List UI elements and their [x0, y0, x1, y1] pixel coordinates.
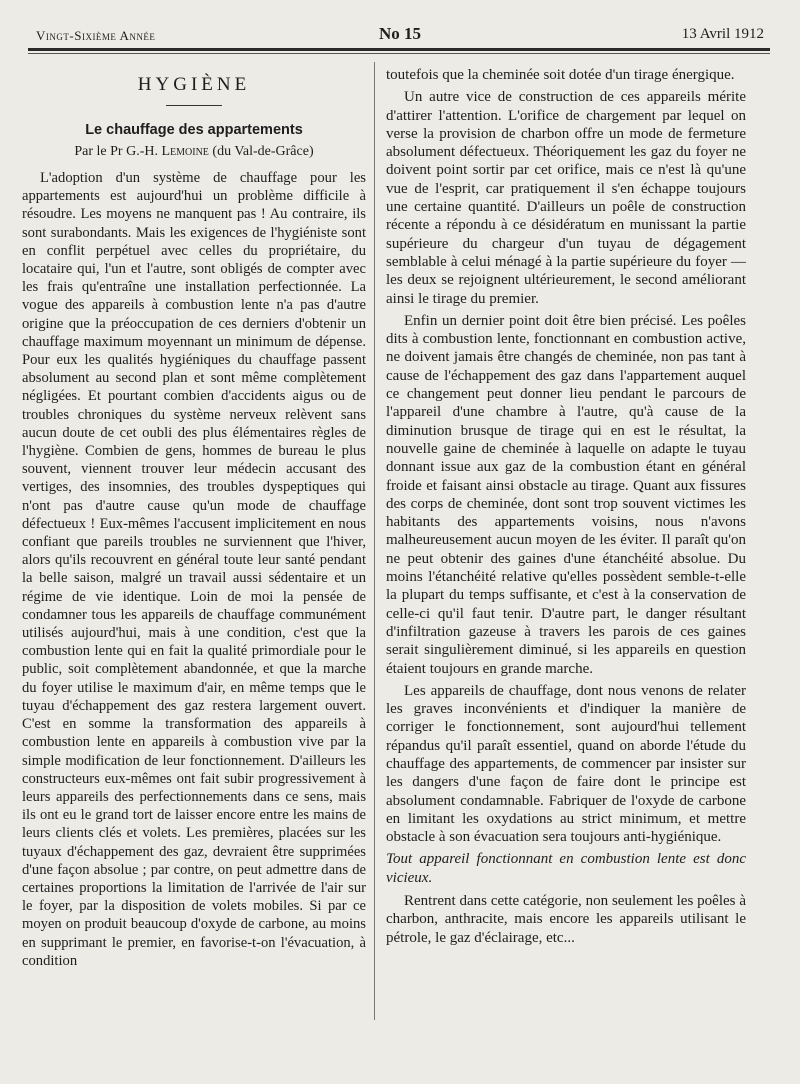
- byline-author: Lemoine: [161, 144, 209, 159]
- section-title: HYGIÈNE: [137, 74, 251, 95]
- paragraph: toutefois que la cheminée soit dotée d'un tirage énergique.: [386, 67, 735, 83]
- paragraph: Les appareils de chauffage, dont nous venons de relater les graves inconvénients et d'indiquer la manière de corriger le fonctionnement, sont aujourd'hui tellement répandus qu'il paraît essentiel, quand on aborde l'étude du chauffage des appartements, de commencer par insister sur les dangers d'une façon de faire dont le principe est absolument condamnable. Fabriquer de l'oxyde de carbone en limitant les oxydations au strict minimum, et mettre obstacle à son évacuation sera toujours anti-hygiénique.: [386, 682, 746, 846]
- page-header: [36, 24, 764, 48]
- paragraph: L'adoption d'un système de chauffage pour les appartements est aujourd'hui un problème difficile à résoudre. Les moyens ne manquent pas ! Au contraire, ils sont surabondants. Mais les exigences de l'hygiéniste sont en conflit perpétuel avec celles du propriétaire, du locataire qui, l'un et l'autre, sont obligés de compter avec les frais qu'entraîne une installation perfectionnée. La vogue des appareils à combustion lente n'a pas d'autre origine que la préoccupation de ces derniers d'obtenir un chauffage maximum moyennant un minimum de dépense. Pour eux les qualités hygiéniques du chauffage passent absolument au second plan et sont même complètement négligées. Et pourtant combien d'accidents aigus ou de troubles chroniques du système nerveux relèvent sans aucun doute de cet oubli des plus élémentaires règles de l'hygiène. Combien de gens, hommes de bureau le plus souvent, viennent trouver leur médecin accusant des vertiges, des insomnies, des troubles dyspeptiques qui n'ont pas d'autre cause qu'un mode de chauffage défectueux ! Eux-mêmes l'accusent implicitement en nous confiant que pareils troubles ne surviennent que l'hiver, alors qu'ils recouvrent en général toute leur santé pendant la belle saison, malgré un travail aussi sédentaire et un régime de vie identique. Loin de moi la pensée de condamner tous les appareils de chauffage communément utilisés aujourd'hui, mais à une condition, c'est que la combustion lente qui en fait la qualité primordiale pour le public, soit complètement abandonnée, et que la marche du foyer utilise le maximum d'air, en même temps que le tuyau d'échappement des gaz restera largement ouvert. C'est en somme la transformation des appareils à combustion lente en appareils à combustion vive par la simple modification de leur fonctionnement. D'ailleurs les constructeurs eux-mêmes ont fait subir progressivement à leurs appareils des perfectionnements dans ce sens, mais ils ont eu le grand tort de laisser encore entre les mains de leurs clients clés et volets. Les premières, placées sur les tuyaux d'échappement des gaz, devraient être supprimées d'une façon absolue ; par contre, on peut admettre dans de certaines proportions la limitation de l'arrivée de l'air sur le foyer, par la disposition de volets mobiles. Si par ce moyen on produit beaucoup d'oxyde de carbone, au moins en supprimant le premier, en favorise-t-on l'évacuation, à condition: [22, 170, 366, 969]
- issue-number: No 15: [378, 24, 422, 43]
- article-byline: [22, 144, 366, 160]
- paragraph: Enfin un dernier point doit être bien précisé. Les poêles dits à combustion lente, fonctionnant en combustion active, ne doivent jamais être changés de cheminée, non pas tant à cause de l'échappement des gaz dans l'appartement auquel ce changement peut donner lieu pendant le parcours de l'appareil d'une chambre à l'autre, qu'à cause de la diminution brusque de tirage qui en est le résultat, la nouvelle gaine de cheminée à laquelle on adapte le tuyau donnant issue aux gaz de la combustion étant en général froide et faisant ainsi obstacle au tirage. Quant aux fissures des corps de cheminée, dont sont trop souvent victimes les habitants des appartements voisins, nous n'avons malheureusement aucun moyen de les éviter. Il paraît qu'on ne peut obtenir des gaines d'une étanchéité absolue. Du moins l'étanchéité relative qu'elles possèdent semble-t-elle la plupart du temps suffisante, et c'est à la conservation de celle-ci qu'il faut tenir. D'autre part, le danger résultant d'infiltration gazeuse à travers les parois de ces gaines serait singulièrement diminué, si les appareils en question étaient toujours en grande marche.: [386, 312, 746, 677]
- column-separator: [374, 62, 375, 1020]
- right-column: [386, 66, 746, 951]
- header-rule-thin: [28, 53, 770, 54]
- emphasis-paragraph: Tout appareil fonctionnant en combustion lente est donc vicieux.: [386, 851, 746, 886]
- paragraph: Rentrent dans cette catégorie, non seulement les poêles à charbon, anthracite, mais encore les appareils utilisant le pétrole, le gaz d'éclairage, etc...: [386, 893, 746, 946]
- title-divider: [166, 105, 222, 106]
- byline-prefix: Par le Pr G.-H.: [74, 144, 158, 159]
- header-rule: [28, 48, 770, 51]
- left-column: [22, 68, 366, 970]
- paragraph: Un autre vice de construction de ces appareils mérite d'attirer l'attention. L'orifice de chargement par lequel on verse la provision de charbon offre un mode de fermeture absolument défectueux. Théoriquement les gaz du foyer ne doivent point sortir par cet orifice, mais ce n'est là qu'une vue de l'esprit, car pratiquement il s'en échappe toujours une certaine quantité. D'ailleurs un poêle de construction récente a répondu à ce désidératum en munissant la partie supérieure du chargeur d'un tuyau de dégagement semblable à celui ménagé à la partie supérieure du foyer — les deux se rejoignent ultérieurement, le second améliorant ainsi le tirage du premier.: [386, 89, 746, 307]
- issue-date: 13 Avril 1912: [681, 26, 764, 42]
- byline-affiliation: (du Val-de-Grâce): [212, 144, 314, 159]
- volume-label: Vingt-Sixième Année: [36, 28, 156, 43]
- article-title: Le chauffage des appartements: [85, 122, 303, 138]
